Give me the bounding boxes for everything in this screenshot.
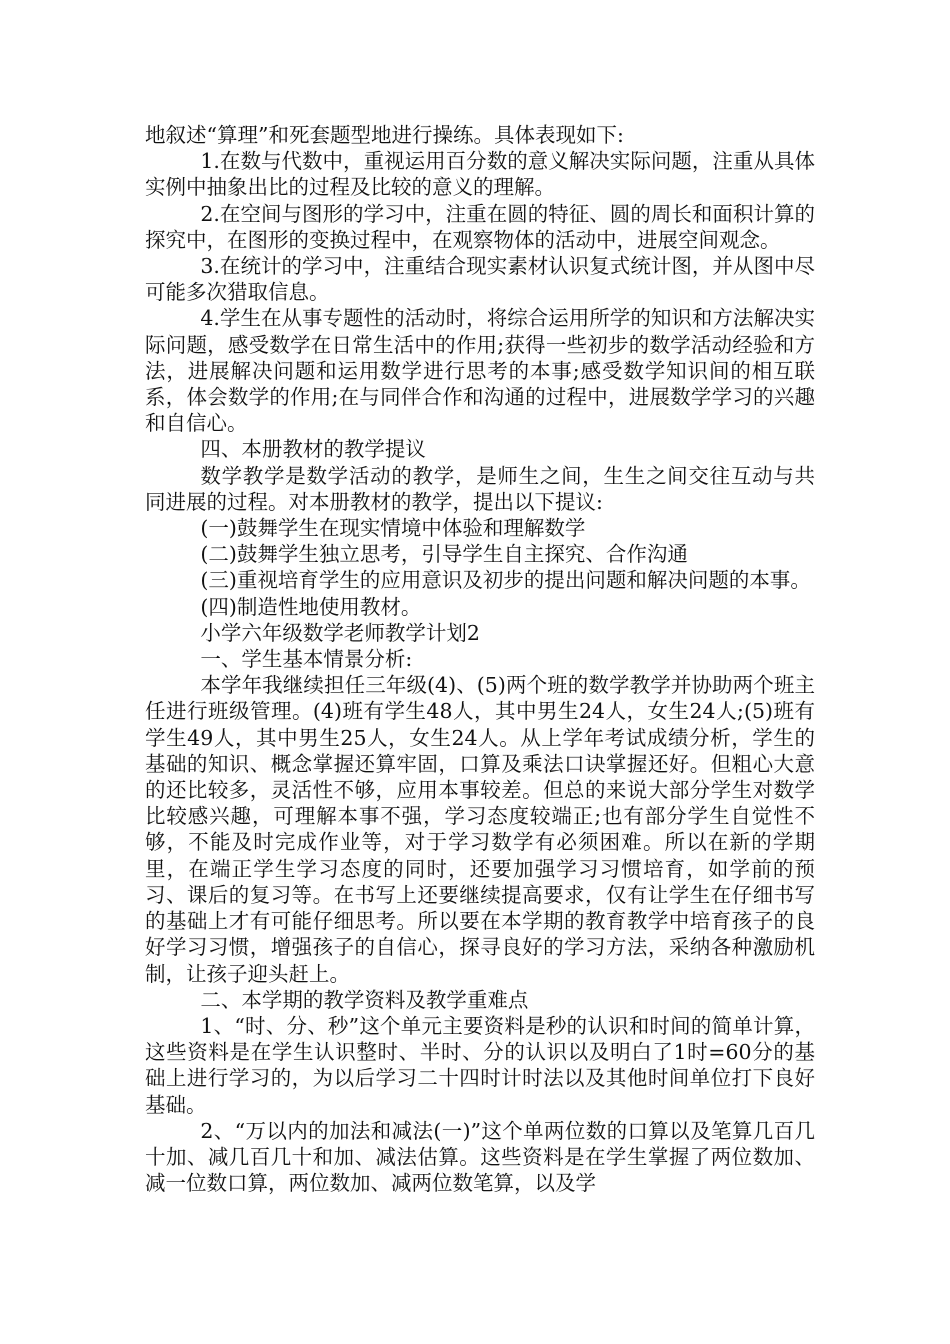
body-paragraph: 1.在数与代数中，重视运用百分数的意义解决实际问题，注重从具体实例中抽象出比的过程及比较的意义的理解。 [145,149,815,200]
body-paragraph: 4.学生在从事专题性的活动时，将综合运用所学的知识和方法解决实际问题，感受数学在日常生活中的作用;获得一些初步的数学活动经验和方法，进展解决问题和运用数学进行思考的本事;感受数学知识间的相互联系，体会数学的作用;在与同伴合作和沟通的过程中，进展数学学习的兴趣和自信心。 [145,306,815,436]
body-paragraph: 小学六年级数学老师教学计划2 [200,620,480,645]
body-paragraph: 一、学生基本情景分析: [200,647,413,672]
body-paragraph: 2、“万以内的加法和减法(一)”这个单两位数的口算以及笔算几百几十加、减几百几十和加、减法估算。这些资料是在学生掌握了两位数加、减一位数口算，两位数加、减两位数笔算，以及学 [145,1118,815,1196]
document-page [145,122,815,1196]
body-paragraph: 数学教学是数学活动的教学，是师生之间，生生之间交往互动与共同进展的过程。对本册教材的教学，提出以下提议: [145,463,815,514]
body-paragraph: (三)重视培育学生的应用意识及初步的提出问题和解决问题的本事。 [200,568,811,593]
body-paragraph: 地叙述“算理”和死套题型地进行操练。具体表现如下: [145,123,624,147]
body-paragraph: 四、本册教材的教学提议 [200,437,426,462]
body-paragraph: (二)鼓舞学生独立思考，引导学生自主探究、合作沟通 [200,542,688,567]
body-paragraph: (一)鼓舞学生在现实情境中体验和理解数学 [200,516,586,541]
body-paragraph: 1、“时、分、秒”这个单元主要资料是秒的认识和时间的简单计算，这些资料是在学生认识整时、半时、分的认识以及明白了1时=60分的基础上进行学习的，为以后学习二十四时计时法以及其他时间单位打下良好基础。 [145,1013,815,1117]
body-paragraph: (四)制造性地使用教材。 [200,594,422,619]
body-paragraph: 3.在统计的学习中，注重结合现实素材认识复式统计图，并从图中尽可能多次猎取信息。 [145,254,815,305]
body-paragraph: 2.在空间与图形的学习中，注重在圆的特征、圆的周长和面积计算的探究中，在图形的变换过程中，在观察物体的活动中，进展空间观念。 [145,201,815,252]
body-paragraph: 本学年我继续担任三年级(4)、(5)两个班的数学教学并协助两个班主任进行班级管理。(4)班有学生48人，其中男生24人，女生24人;(5)班有学生49人，其中男生25人，女生24人。从上学年考试成绩分析，学生的基础的知识、概念掌握还算牢固，口算及乘法口诀掌握还好。但粗心大意的还比较多，灵活性不够，应用本事较差。但总的来说大部分学生对数学比较感兴趣，可理解本事不强，学习态度较端正;也有部分学生自觉性不够，不能及时完成作业等，对于学习数学有必须困难。所以在新的学期里，在端正学生学习态度的同时，还要加强学习习惯培育，如学前的预习、课后的复习等。在书写上还要继续提高要求，仅有让学生在仔细书写的基础上才有可能仔细思考。所以要在本学期的教育教学中培育孩子的良好学习习惯，增强孩子的自信心，探寻良好的学习方法，采纳各种激励机制，让孩子迎头赶上。 [145,673,815,986]
body-paragraph: 二、本学期的教学资料及教学重难点 [200,987,529,1012]
